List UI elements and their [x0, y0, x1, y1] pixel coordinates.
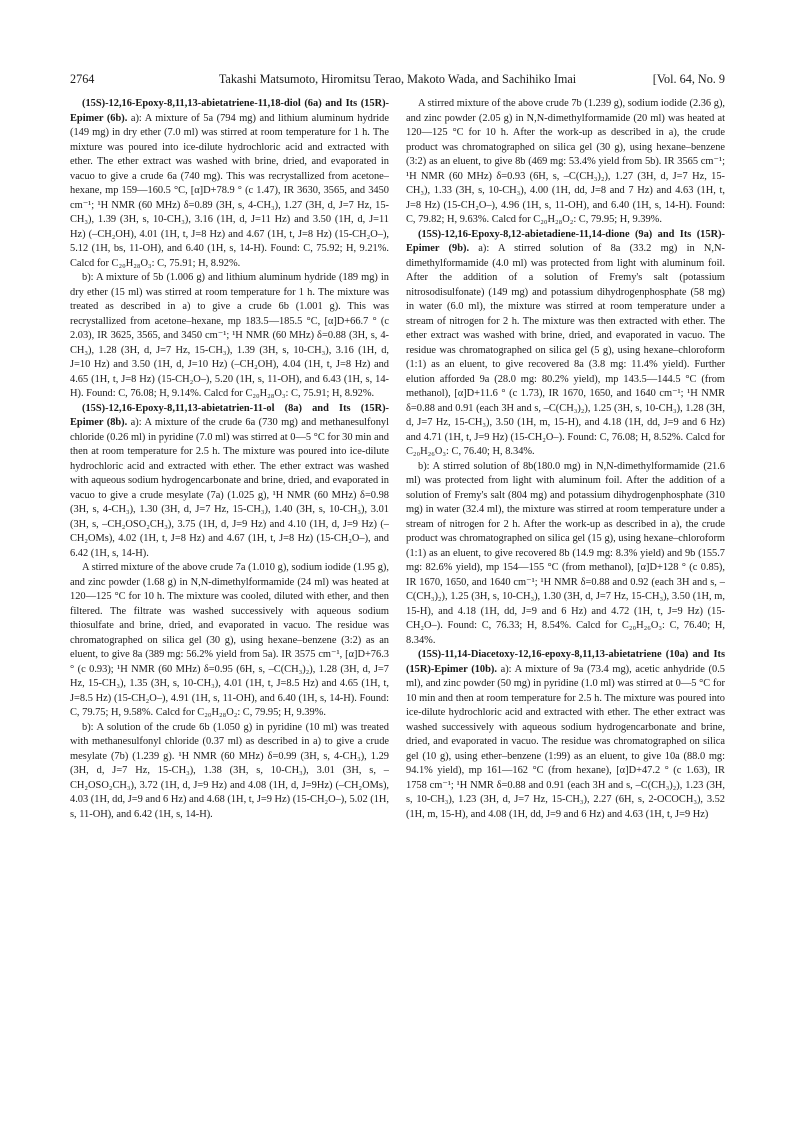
paragraph-8a-reduction: [70, 561, 389, 721]
right-column: [406, 97, 725, 1097]
paragraph-text: a): A stirred solution of 8a (33.2 mg) in N,N-dimethylformamide (4.0 ml) was protected from light with aluminum foil. After the addition of a solution of Fremy's salt (potassium nitrosodisulfonate) (149 mg) and potassium dihydrogenphosphate (58 mg) in water (6.0 ml), the mixture was stirred at room temperature under a stream of nitrogen for 2 h. The mixture was then extracted with ether. The ether extract was washed with brine, dried, and evaporated in vacuo. The residue was chromatographed on silica gel (5 g), using hexane–chloroform (1:1) as an eluent, to give recovered 8a (3.8 mg: 11.4% yield). Further elution afforded 9a (28.0 mg: 80.2% yield), mp 143.5—144.5 °C (from methanol), [α]D+11.6 ° (c 1.73), IR 1670, 1650, and 1640 cm⁻¹; ¹H NMR δ=0.88 and 0.91 (each 3H and s, –C(CH₃)₂), 1.25 (3H, s, 10-CH₃), 1.28 (3H, d, J=7 Hz, 15-CH₃), 3.50 (1H, m, 15-H), and 4.18 (1H, dd, J=9 and 6 Hz) and 4.71 (1H, t, J=9 Hz) (15-CH₂O–). Found: C, 76.08; H, 8.52%. Calcd for C₂₀H₂₆O₃: C, 76.40; H, 8.34%.: [406, 243, 725, 457]
paragraph-8a-8b: [70, 402, 389, 562]
left-column: [70, 97, 389, 1097]
paragraph-text: a): A mixture of 5a (794 mg) and lithium aluminum hydride (149 mg) in dry ether (7.0 ml) was stirred at room temperature for 1 h. The mixture was poured into ice-dilute hydrochloric acid and extracted with ether. The ether extract was washed with brine, dried, and evaporated in vacuo to give a crude 6a (740 mg). This was recrystallized from acetone–hexane, mp 159—160.5 °C, [α]D+78.9 ° (c 1.47), IR 3630, 3565, and 3450 cm⁻¹; ¹H NMR (60 MHz) δ=0.89 (3H, s, 4-CH₃), 1.27 (3H, d, J=7 Hz, 15-CH₃), 1.39 (3H, s, 10-CH₃), 3.16 (1H, d, J=11 Hz) and 3.50 (1H, d, J=11 Hz) (–CH₂OH), 4.01 (1H, t, J=8 Hz) and 4.67 (1H, t, J=8 Hz) (15-CH₂O–), 5.12 (1H, bs, 11-OH), and 6.40 (1H, s, 14-H). Found: C, 75.92; H, 9.21%. Calcd for C₂₀H₂₈O₃: C, 75.91; H, 8.92%.: [70, 112, 389, 269]
running-head: [70, 70, 725, 88]
paragraph-9b-prep: [406, 460, 725, 649]
paragraph-text: b): A solution of the crude 6b (1.050 g) in pyridine (10 ml) was treated with methanesulfonyl chloride (0.37 ml) as described in a) to give a crude mesylate (7b) (1.239 g). ¹H NMR (60 MHz) δ=0.99 (3H, s, 4-CH₃), 1.29 (3H, d, J=7 Hz, 15-CH₃), 1.38 (3H, s, 10-CH₃), 3.01 (3H, s, –CH₂OSO₂CH₃), 3.72 (1H, d, J=9 Hz) and 4.08 (1H, d, J=9Hz) (–CH₂OMs), 4.03 (1H, dd, J=9 and 6 Hz) and 4.68 (1H, t, J=9 Hz) (15-CH₂O–), 5.02 (1H, s, 11-OH), and 6.42 (1H, s, 14-H).: [70, 721, 389, 820]
paragraph-text: b): A stirred solution of 8b(180.0 mg) in N,N-dimethylformamide (21.6 ml) was protected from light with aluminum foil. After the addition of a solution of Fremy's salt (804 mg) and potassium dihydrogenphosphate (310 mg) in water (32.4 ml), the mixture was stirred at room temperature under a stream of nitrogen for 2 h. After the work-up as described in a), the crude product was chromatographed on silica gel (15 g), using hexane–chloroform (1:1) as an eluent, to give recovered 8b (14.9 mg: 8.3% yield) and 9b (155.7 mg: 82.6% yield), mp 154—155 °C (from methanol), [α]D+128 ° (c 0.85), IR 1670, 1650, and 1640 cm⁻¹; ¹H NMR δ=0.88 and 0.92 (each 3H and s, –C(CH₃)₂), 1.25 (3H, s, 10-CH₃), 1.30 (3H, d, J=7 Hz, 15-CH₃), 3.50 (1H, m, 15-H), and 4.18 (1H, dd, J=9 and 6 Hz) and 4.72 (1H, t, J=9 Hz) (15-CH₂O–). Found: C, 76.33; H, 8.54%. Calcd for C₂₀H₂₆O₃: C, 76.40; H, 8.34%.: [406, 460, 725, 646]
running-head-authors: Takashi Matsumoto, Hiromitsu Terao, Makoto Wada, and Sachihiko Imai: [218, 72, 577, 86]
paragraph-8b-reduction: [406, 97, 725, 228]
running-head-journal: [Vol. 64, No. 9: [652, 72, 725, 86]
compound-heading: (15S)-12,16-Epoxy-8,12-abietadiene-11,14-dione (9a) and Its (15R)-Epimer (9b).: [406, 228, 725, 254]
page-number: 2764: [70, 72, 95, 86]
compound-heading: (15S)-12,16-Epoxy-8,11,13-abietatriene-11,18-diol (6a) and Its (15R)-Epimer (6b).: [70, 98, 389, 124]
paragraph-7b-mesylate: [70, 721, 389, 823]
compound-heading: (15S)-11,14-Diacetoxy-12,16-epoxy-8,11,13-abietatriene (10a) and Its (15R)-Epimer (10b).: [406, 649, 725, 675]
paragraph-6a-6b: [70, 97, 389, 271]
paragraph-text: a): A mixture of the crude 6a (730 mg) and methanesulfonyl chloride (0.26 ml) in pyridine (7.0 ml) was stirred at 0—5 °C for 30 min and then at room temperature for 2.5 h. The mixture was poured into ice-dilute hydrochloric acid and extracted with ether. The ether extract was washed with aqueous sodium hydrogencarbonate and brine, dried, and evaporated in vacuo to give a crude mesylate (7a) (1.025 g), ¹H NMR (60 MHz) δ=0.98 (3H, s, 4-CH₃), 1.30 (3H, d, J=7 Hz, 15-CH₃), 1.40 (3H, s, 10-CH₃), 3.01 (3H, s, –CH₂OSO₂CH₃), 3.75 (1H, d, J=9 Hz) and 4.10 (1H, d, J=9 Hz) (–CH₂OMs), 4.02 (1H, t, J=8 Hz) and 4.67 (1H, t, J=8 Hz) (15-CH₂O–), and 6.42 (1H, s, 14-H).: [70, 417, 389, 559]
paragraph-text: A stirred mixture of the above crude 7a (1.010 g), sodium iodide (1.95 g), and zinc powder (1.68 g) in N,N-dimethylformamide (24 ml) was heated at 120—125 °C for 10 h. The mixture was cooled, diluted with ether, and then filtered. The filtrate was washed successively with aqueous sodium thiosulfate and brine, dried, and evaporated in vacuo. The residue was chromatographed on silica gel (30 g), using hexane–benzene (3:2) as an eluent, to give 8a (389 mg: 56.2% yield from 5a). IR 3575 cm⁻¹, [α]D+76.3 ° (c 0.93); ¹H NMR (60 MHz) δ=0.95 (6H, s, –C(CH₃)₂), 1.28 (3H, d, J=7 Hz, 15-CH₃), 1.35 (3H, s, 10-CH₃), 4.01 (1H, t, J=8.5 Hz) and 4.65 (1H, t, J=8.5 Hz) (15-CH₂O–), 4.91 (1H, s, 11-OH), and 6.40 (1H, s, 14-H). Found: C, 79.75; H, 9.58%. Calcd for C₂₀H₂₈O₂: C, 79.95; H, 9.39%.: [70, 562, 389, 718]
paragraph-text: A stirred mixture of the above crude 7b (1.239 g), sodium iodide (2.36 g), and zinc powder (2.05 g) in N,N-dimethylformamide (20 ml) was heated at 120—125 °C for 10 h. After the work-up as described in a), the crude product was chromatographed on silica gel (30 g), using hexane–benzene (3:2) as an eluent, to give 8b (469 mg: 53.4% yield from 5b). IR 3565 cm⁻¹; ¹H NMR (60 MHz) δ=0.93 (6H, s, –C(CH₃)₂), 1.27 (3H, d, J=7 Hz, 15-CH₃), 1.33 (3H, s, 10-CH₃), 4.00 (1H, dd, J=8 and 7 Hz) and 4.63 (1H, t, J=8 Hz) (15-CH₂O–), 4.96 (1H, s, 11-OH), and 6.40 (1H, s, 14-H). Found: C, 79.82; H, 9.63%. Calcd for C₂₀H₂₈O₂: C, 79.95; H, 9.39%.: [406, 98, 725, 225]
compound-heading: (15S)-12,16-Epoxy-8,11,13-abietatrien-11-ol (8a) and Its (15R)-Epimer (8b).: [70, 402, 389, 428]
paragraph-6b-prep: [70, 271, 389, 402]
paragraph-10a-10b: [406, 648, 725, 822]
paragraph-9a-9b: [406, 228, 725, 460]
paragraph-text: b): A mixture of 5b (1.006 g) and lithium aluminum hydride (189 mg) in dry ether (15 ml) was stirred at room temperature for 1 h. The mixture was treated as described in a) to give a crude 6b (1.001 g). This was recrystallized from acetone–hexane, mp 183.5—185.5 °C, [α]D+66.7 ° (c 2.03), IR 3625, 3565, and 3450 cm⁻¹; ¹H NMR (60 MHz) δ=0.88 (3H, s, 4-CH₃), 1.28 (3H, d, J=7 Hz, 15-CH₃), 1.39 (3H, s, 10-CH₃), 3.16 (1H, d, J=10 Hz) and 3.50 (1H, d, J=10 Hz) (–CH₂OH), 4.04 (1H, t, J=8 Hz) and 4.65 (1H, t, J=8 Hz) (15-CH₂O–), 5.20 (1H, s, 11-OH), and 6.43 (1H, s, 14-H). Found: C, 76.08; H, 9.14%. Calcd for C₂₀H₂₈O₃: C, 75.91; H, 8.92%.: [70, 272, 389, 399]
paragraph-text: a): A mixture of 9a (73.4 mg), acetic anhydride (0.5 ml), and zinc powder (50 mg) in pyridine (1.0 ml) was stirred at 0—5 °C for 10 min and then at room temperature for 2.5 h. The mixture was poured into ice-dilute hydrochloric acid and extracted with ether. The ether extract was washed successively with aqueous sodium hydrogencarbonate and brine, dried, and evaporated in vacuo. The residue was chromatographed on silica gel (10 g), using ether–benzene (1:99) as an eluent, to give 10a (88.0 mg: 94.1% yield), mp 161—162 °C (from hexane), [α]D+47.2 ° (c 1.63), IR 1758 cm⁻¹; ¹H NMR δ=0.88 and 0.91 (each 3H and s, –C(CH₃)₂), 1.23 (3H, s, 10-CH₃), 1.23 (3H, d, J=7 Hz, 15-CH₃), 2.27 (6H, s, 2-OCOCH₃), 3.52 (1H, m, 15-H), and 4.08 (1H, dd, J=9 and 6 Hz) and 4.63 (1H, t, J=9 Hz): [406, 663, 725, 820]
